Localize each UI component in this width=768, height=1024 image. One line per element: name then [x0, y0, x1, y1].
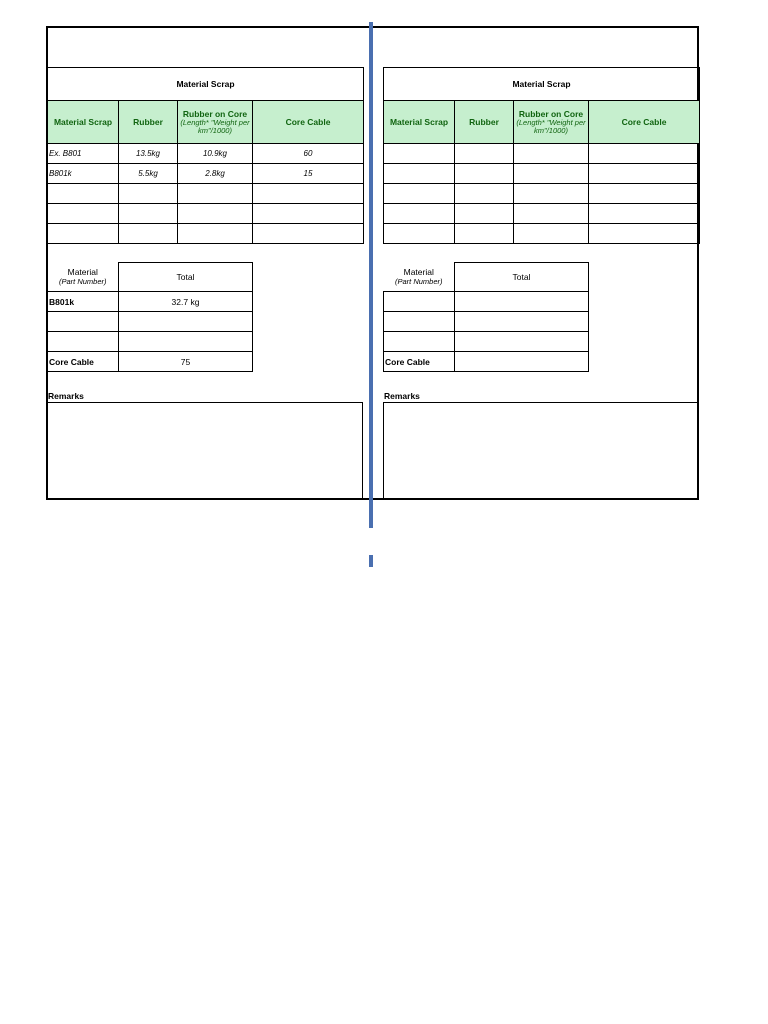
cell-rubber[interactable]: 5.5kg [119, 164, 178, 184]
total-row-value[interactable]: 32.7 kg [119, 292, 253, 312]
table-row [384, 332, 589, 352]
table-row [384, 164, 700, 184]
total-header-material [384, 263, 455, 292]
table-row [48, 312, 253, 332]
table-row [384, 224, 700, 244]
header-rubber-on-core[interactable] [178, 101, 253, 144]
cell-rubber-on-core[interactable] [514, 184, 589, 204]
total-row-label[interactable] [384, 312, 455, 332]
cell-rubber-on-core[interactable]: 10.9kg [178, 144, 253, 164]
table-row [384, 204, 700, 224]
cell-material[interactable] [384, 224, 455, 244]
remarks-label: Remarks [48, 391, 84, 401]
total-row-value[interactable] [119, 312, 253, 332]
total-header-material-label: Material [67, 266, 98, 277]
cell-material[interactable] [48, 184, 119, 204]
table-row [384, 144, 700, 164]
cell-rubber-on-core[interactable] [514, 204, 589, 224]
total-row-label[interactable] [48, 312, 119, 332]
cell-rubber[interactable] [455, 164, 514, 184]
page-break-marker [369, 555, 373, 567]
right-material-scrap-table [383, 67, 700, 244]
total-row-label[interactable]: Core Cable [48, 352, 119, 372]
cell-rubber[interactable] [455, 144, 514, 164]
cell-core-cable[interactable]: 15 [253, 164, 364, 184]
header-core-cable[interactable]: Core Cable [589, 101, 700, 144]
header-rubber[interactable]: Rubber [455, 101, 514, 144]
table-row [384, 184, 700, 204]
cell-material[interactable] [48, 224, 119, 244]
table-row [48, 292, 253, 312]
scrap-table-title: Material Scrap [48, 68, 364, 101]
cell-rubber[interactable] [455, 224, 514, 244]
total-row-label[interactable]: B801k [48, 292, 119, 312]
total-header-material [48, 263, 119, 292]
total-row-label[interactable] [48, 332, 119, 352]
remarks-label: Remarks [384, 391, 420, 401]
cell-core-cable[interactable] [253, 224, 364, 244]
cell-material[interactable] [384, 184, 455, 204]
cell-rubber[interactable] [119, 204, 178, 224]
left-total-table [47, 262, 253, 372]
total-header-part-number: (Part Number) [58, 276, 107, 286]
cell-core-cable[interactable] [589, 224, 700, 244]
total-row-label[interactable] [384, 332, 455, 352]
cell-core-cable[interactable] [589, 144, 700, 164]
cell-core-cable[interactable] [589, 204, 700, 224]
total-row-value[interactable] [455, 312, 589, 332]
table-row [48, 204, 364, 224]
cell-rubber-on-core[interactable] [178, 184, 253, 204]
table-row [48, 144, 364, 164]
cell-core-cable[interactable] [589, 164, 700, 184]
total-row-value[interactable] [455, 332, 589, 352]
cell-rubber[interactable] [119, 184, 178, 204]
cell-rubber-on-core[interactable] [178, 204, 253, 224]
cell-rubber[interactable]: 13.5kg [119, 144, 178, 164]
cell-core-cable[interactable] [253, 204, 364, 224]
cell-rubber-on-core[interactable] [514, 164, 589, 184]
left-material-scrap-table [47, 67, 364, 244]
cell-material[interactable]: Ex. B801 [48, 144, 119, 164]
cell-core-cable[interactable] [253, 184, 364, 204]
table-row [48, 352, 253, 372]
table-row [48, 332, 253, 352]
cell-rubber-on-core[interactable] [514, 144, 589, 164]
cell-rubber[interactable] [119, 224, 178, 244]
cell-core-cable[interactable]: 60 [253, 144, 364, 164]
total-header-material-label: Material [403, 266, 434, 277]
header-material-scrap[interactable]: Material Scrap [384, 101, 455, 144]
cell-material[interactable]: B801k [48, 164, 119, 184]
cell-material[interactable] [384, 204, 455, 224]
total-row-label[interactable]: Core Cable [384, 352, 455, 372]
table-row [48, 224, 364, 244]
page-break-divider[interactable] [369, 22, 373, 528]
cell-rubber-on-core[interactable]: 2.8kg [178, 164, 253, 184]
header-material-scrap[interactable]: Material Scrap [48, 101, 119, 144]
scrap-table-title: Material Scrap [384, 68, 700, 101]
total-row-value[interactable] [455, 292, 589, 312]
cell-rubber[interactable] [455, 184, 514, 204]
remarks-box[interactable] [383, 402, 699, 500]
cell-rubber[interactable] [455, 204, 514, 224]
table-row [384, 352, 589, 372]
table-row [48, 184, 364, 204]
table-row [384, 292, 589, 312]
cell-rubber-on-core[interactable] [178, 224, 253, 244]
total-row-value[interactable] [119, 332, 253, 352]
cell-rubber-on-core[interactable] [514, 224, 589, 244]
header-rubber-on-core-note: (Length* "Weight per km"/1000) [180, 117, 250, 135]
total-row-value[interactable] [455, 352, 589, 372]
table-row [48, 164, 364, 184]
cell-material[interactable] [384, 144, 455, 164]
total-row-label[interactable] [384, 292, 455, 312]
cell-core-cable[interactable] [589, 184, 700, 204]
cell-material[interactable] [48, 204, 119, 224]
total-row-value[interactable]: 75 [119, 352, 253, 372]
remarks-box[interactable] [47, 402, 363, 500]
header-core-cable[interactable]: Core Cable [253, 101, 364, 144]
total-header-total: Total [119, 263, 253, 292]
total-header-part-number: (Part Number) [394, 276, 443, 286]
right-total-table [383, 262, 589, 372]
cell-material[interactable] [384, 164, 455, 184]
header-rubber-on-core[interactable] [514, 101, 589, 144]
table-row [384, 312, 589, 332]
total-header-total: Total [455, 263, 589, 292]
header-rubber-on-core-label: Rubber on Core [182, 108, 248, 119]
header-rubber-on-core-label: Rubber on Core [518, 108, 584, 119]
header-rubber-on-core-note: (Length* "Weight per km"/1000) [516, 117, 586, 135]
header-rubber[interactable]: Rubber [119, 101, 178, 144]
